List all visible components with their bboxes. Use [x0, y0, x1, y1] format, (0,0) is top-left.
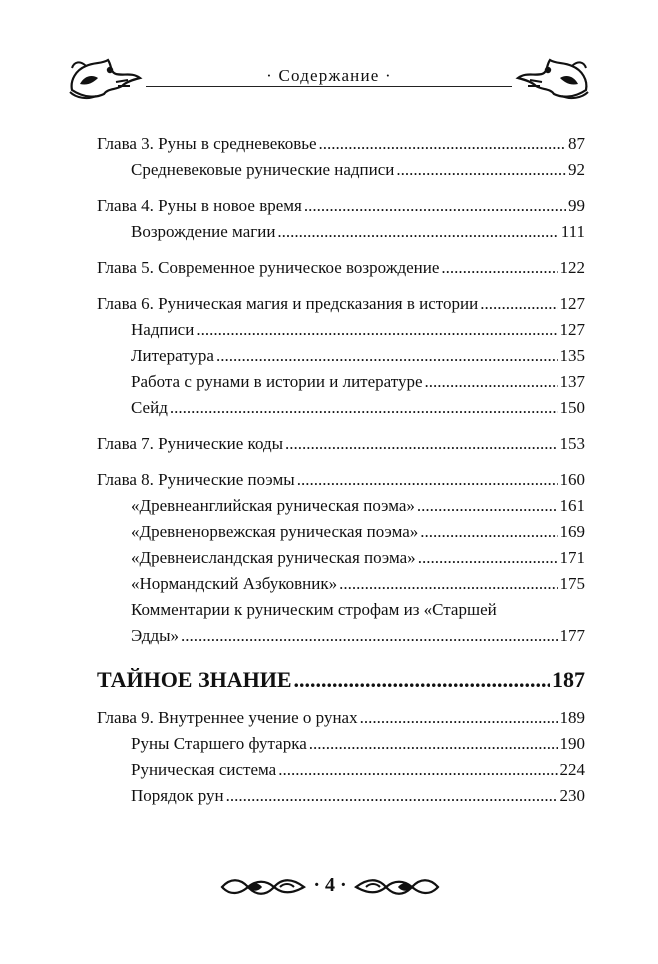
entry-page: 177: [559, 626, 585, 645]
dot-leader: [294, 663, 551, 697]
entry-page: 230: [559, 786, 585, 805]
dot-leader: [309, 731, 558, 757]
dot-leader: [196, 317, 557, 343]
dot-leader: [420, 519, 557, 545]
entry-title: Сейд: [131, 398, 168, 417]
entry-title: Руническая система: [131, 760, 277, 779]
toc-entry-subsection[interactable]: [131, 343, 585, 369]
toc-entry-subsection[interactable]: [131, 369, 585, 395]
entry-title: Глава 3. Руны в средневековье: [97, 134, 317, 153]
dot-leader: [277, 219, 558, 245]
entry-page: 111: [560, 222, 585, 241]
dot-leader: [297, 467, 558, 493]
entry-title: Возрождение магии: [131, 222, 276, 241]
entry-title: «Древнеисландская руническая поэма»: [131, 548, 416, 567]
header-rule: [146, 86, 512, 87]
dot-leader: [425, 369, 558, 395]
toc-entry-part[interactable]: [97, 663, 585, 697]
knot-ornament-icon: [352, 874, 442, 900]
toc-entry-chapter-5[interactable]: [97, 255, 585, 281]
dot-leader: [226, 783, 558, 809]
entry-page: 160: [559, 470, 585, 489]
entry-title: Руны Старшего футарка: [131, 734, 307, 753]
toc-entry-subsection[interactable]: [131, 519, 585, 545]
entry-title: Литература: [131, 346, 214, 365]
dot-leader: [319, 131, 566, 157]
entry-title: Глава 5. Современное руническое возрождение: [97, 258, 440, 277]
dot-leader: [441, 255, 557, 281]
dot-leader: [170, 395, 558, 421]
entry-title: «Древненорвежская руническая поэма»: [131, 522, 419, 541]
beast-head-ornament-icon: [512, 52, 592, 102]
entry-title-line2: Эдды»: [131, 626, 180, 645]
toc-entry-chapter-3[interactable]: [97, 131, 585, 157]
toc-entry-chapter-9[interactable]: [97, 705, 585, 731]
entry-title: Глава 8. Рунические поэмы: [97, 470, 295, 489]
entry-page: 224: [559, 760, 585, 779]
entry-page: 87: [568, 134, 585, 153]
dot-leader: [417, 493, 558, 519]
table-of-contents: [97, 131, 585, 809]
entry-page: 122: [559, 258, 585, 277]
entry-page: 127: [559, 320, 585, 339]
toc-entry-subsection[interactable]: [131, 731, 585, 757]
toc-entry-subsection[interactable]: [131, 783, 585, 809]
entry-title: Средневековые рунические надписи: [131, 160, 395, 179]
entry-title: Глава 6. Руническая магия и предсказания в истории: [97, 294, 479, 313]
page-number: · 4 ·: [313, 874, 347, 896]
entry-page: 137: [559, 372, 585, 391]
entry-title-line2-row: [131, 623, 585, 649]
part-page: 187: [552, 667, 585, 692]
toc-entry-subsection[interactable]: [131, 571, 585, 597]
toc-entry-subsection[interactable]: [131, 757, 585, 783]
dot-leader: [285, 431, 557, 457]
dot-leader: [339, 571, 557, 597]
toc-entry-subsection[interactable]: [131, 157, 585, 183]
entry-page: 150: [559, 398, 585, 417]
dot-leader: [360, 705, 558, 731]
toc-entry-subsection[interactable]: [131, 395, 585, 421]
running-header: [0, 0, 658, 120]
knot-ornament-icon: [218, 874, 308, 900]
dot-leader: [216, 343, 558, 369]
dot-leader: [480, 291, 557, 317]
toc-entry-subsection[interactable]: [131, 317, 585, 343]
entry-page: 169: [559, 522, 585, 541]
toc-entry-chapter-4[interactable]: [97, 193, 585, 219]
entry-title: Глава 9. Внутреннее учение о рунах: [97, 708, 358, 727]
entry-title: Глава 4. Руны в новое время: [97, 196, 302, 215]
entry-title: Работа с рунами в истории и литературе: [131, 372, 423, 391]
toc-entry-chapter-6[interactable]: [97, 291, 585, 317]
entry-title: Порядок рун: [131, 786, 224, 805]
dot-leader: [181, 623, 557, 649]
entry-page: 161: [559, 496, 585, 515]
dot-leader: [418, 545, 558, 571]
toc-entry-subsection[interactable]: [131, 493, 585, 519]
entry-page: 92: [568, 160, 585, 179]
entry-page: 127: [559, 294, 585, 313]
entry-title: Надписи: [131, 320, 195, 339]
entry-title: Глава 7. Рунические коды: [97, 434, 284, 453]
toc-entry-chapter-8[interactable]: [97, 467, 585, 493]
toc-entry-subsection[interactable]: [131, 545, 585, 571]
dot-leader: [278, 757, 557, 783]
entry-page: 153: [559, 434, 585, 453]
dot-leader: [396, 157, 566, 183]
toc-entry-subsection[interactable]: [131, 219, 585, 245]
entry-page: 135: [559, 346, 585, 365]
part-title: ТАЙНОЕ ЗНАНИЕ: [97, 667, 292, 692]
entry-page: 99: [568, 196, 585, 215]
entry-page: 175: [559, 574, 585, 593]
entry-title-line1: Комментарии к руническим строфам из «Старшей: [131, 600, 497, 619]
entry-page: 189: [559, 708, 585, 727]
entry-title: «Древнеанглийская руническая поэма»: [131, 496, 415, 515]
page-title: · Содержание ·: [266, 66, 392, 85]
toc-entry-chapter-7[interactable]: [97, 431, 585, 457]
dot-leader: [304, 193, 566, 219]
entry-title: «Нормандский Азбуковник»: [131, 574, 338, 593]
toc-entry-subsection-multiline[interactable]: [131, 597, 585, 649]
entry-page: 171: [559, 548, 585, 567]
page-footer: [0, 868, 658, 908]
entry-page: 190: [559, 734, 585, 753]
